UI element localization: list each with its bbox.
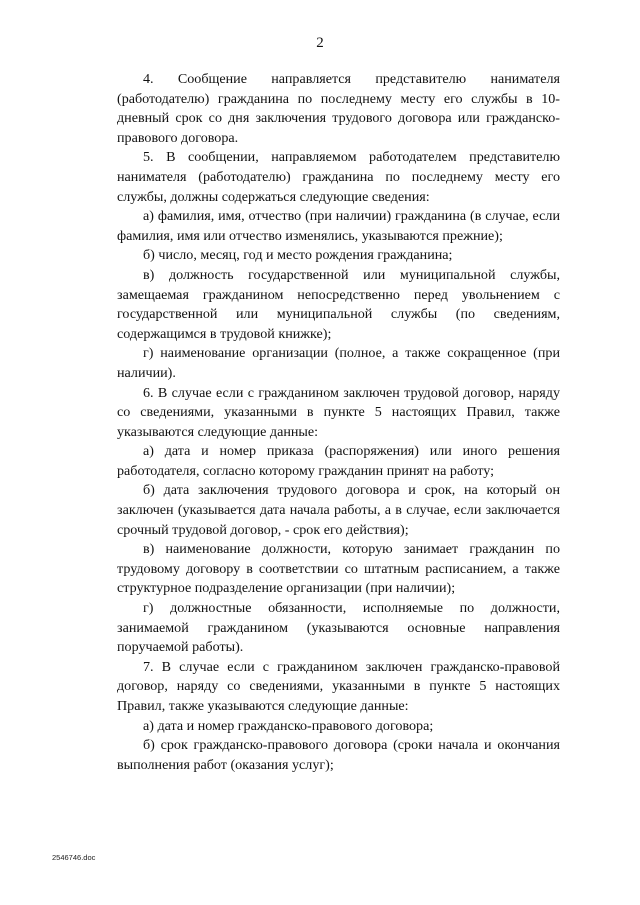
paragraph-5: 5. В сообщении, направляемом работодателем представителю нанимателя (работодателю) гражданина по последнему месту его службы, должны содержаться следующие сведения: bbox=[117, 149, 560, 205]
paragraph-4: 4. Сообщение направляется представителю нанимателя (работодателю) гражданина по последнему месту его службы в 10-дневный срок со дня заключения трудового договора или гражданско-правового договора. bbox=[117, 71, 560, 146]
paragraph-6: 6. В случае если с гражданином заключен трудовой договор, наряду со сведениями, указанными в пункте 5 настоящих Правил, также указываются следующие данные: bbox=[117, 384, 560, 440]
paragraph-5-item-b: б) число, месяц, год и место рождения гражданина; bbox=[143, 247, 453, 264]
paragraph-6-item-b: б) дата заключения трудового договора и срок, на который он заключен (указывается дата начала работы, а в случае, если заключается срочный трудовой договор, - срок его действия); bbox=[117, 482, 560, 538]
paragraph-6-item-g: г) должностные обязанности, исполняемые по должности, занимаемой гражданином (указываются основные направления поручаемой работы). bbox=[117, 600, 560, 656]
paragraph-7-item-b: б) срок гражданско-правового договора (сроки начала и окончания выполнения работ (оказания услуг); bbox=[117, 737, 560, 773]
paragraph-7-item-a: а) дата и номер гражданско-правового договора; bbox=[143, 717, 434, 734]
page-number: 2 bbox=[316, 35, 324, 51]
paragraph-7: 7. В случае если с гражданином заключен гражданско-правовой договор, наряду со сведениями, указанными в пункте 5 настоящих Правил, также указываются следующие данные: bbox=[117, 658, 560, 714]
footer-filename: 2546746.doc bbox=[52, 853, 96, 862]
paragraph-5-item-a: а) фамилия, имя, отчество (при наличии) гражданина (в случае, если фамилия, имя или отчество изменялись, указываются прежние); bbox=[117, 208, 560, 244]
paragraph-6-item-a: а) дата и номер приказа (распоряжения) или иного решения работодателя, согласно которому гражданин принят на работу; bbox=[117, 443, 560, 479]
paragraph-5-item-g: г) наименование организации (полное, а также сокращенное (при наличии). bbox=[117, 345, 560, 381]
document-body bbox=[117, 70, 560, 775]
paragraph-6-item-v: в) наименование должности, которую занимает гражданин по трудовому договору в соответствии со штатным расписанием, а также структурное подразделение организации (при наличии); bbox=[117, 541, 560, 597]
paragraph-5-item-v: в) должность государственной или муниципальной службы, замещаемая гражданином непосредственно перед увольнением с государственной или муниципальной службы (по сведениям, содержащимся в трудовой книжке); bbox=[117, 266, 560, 342]
